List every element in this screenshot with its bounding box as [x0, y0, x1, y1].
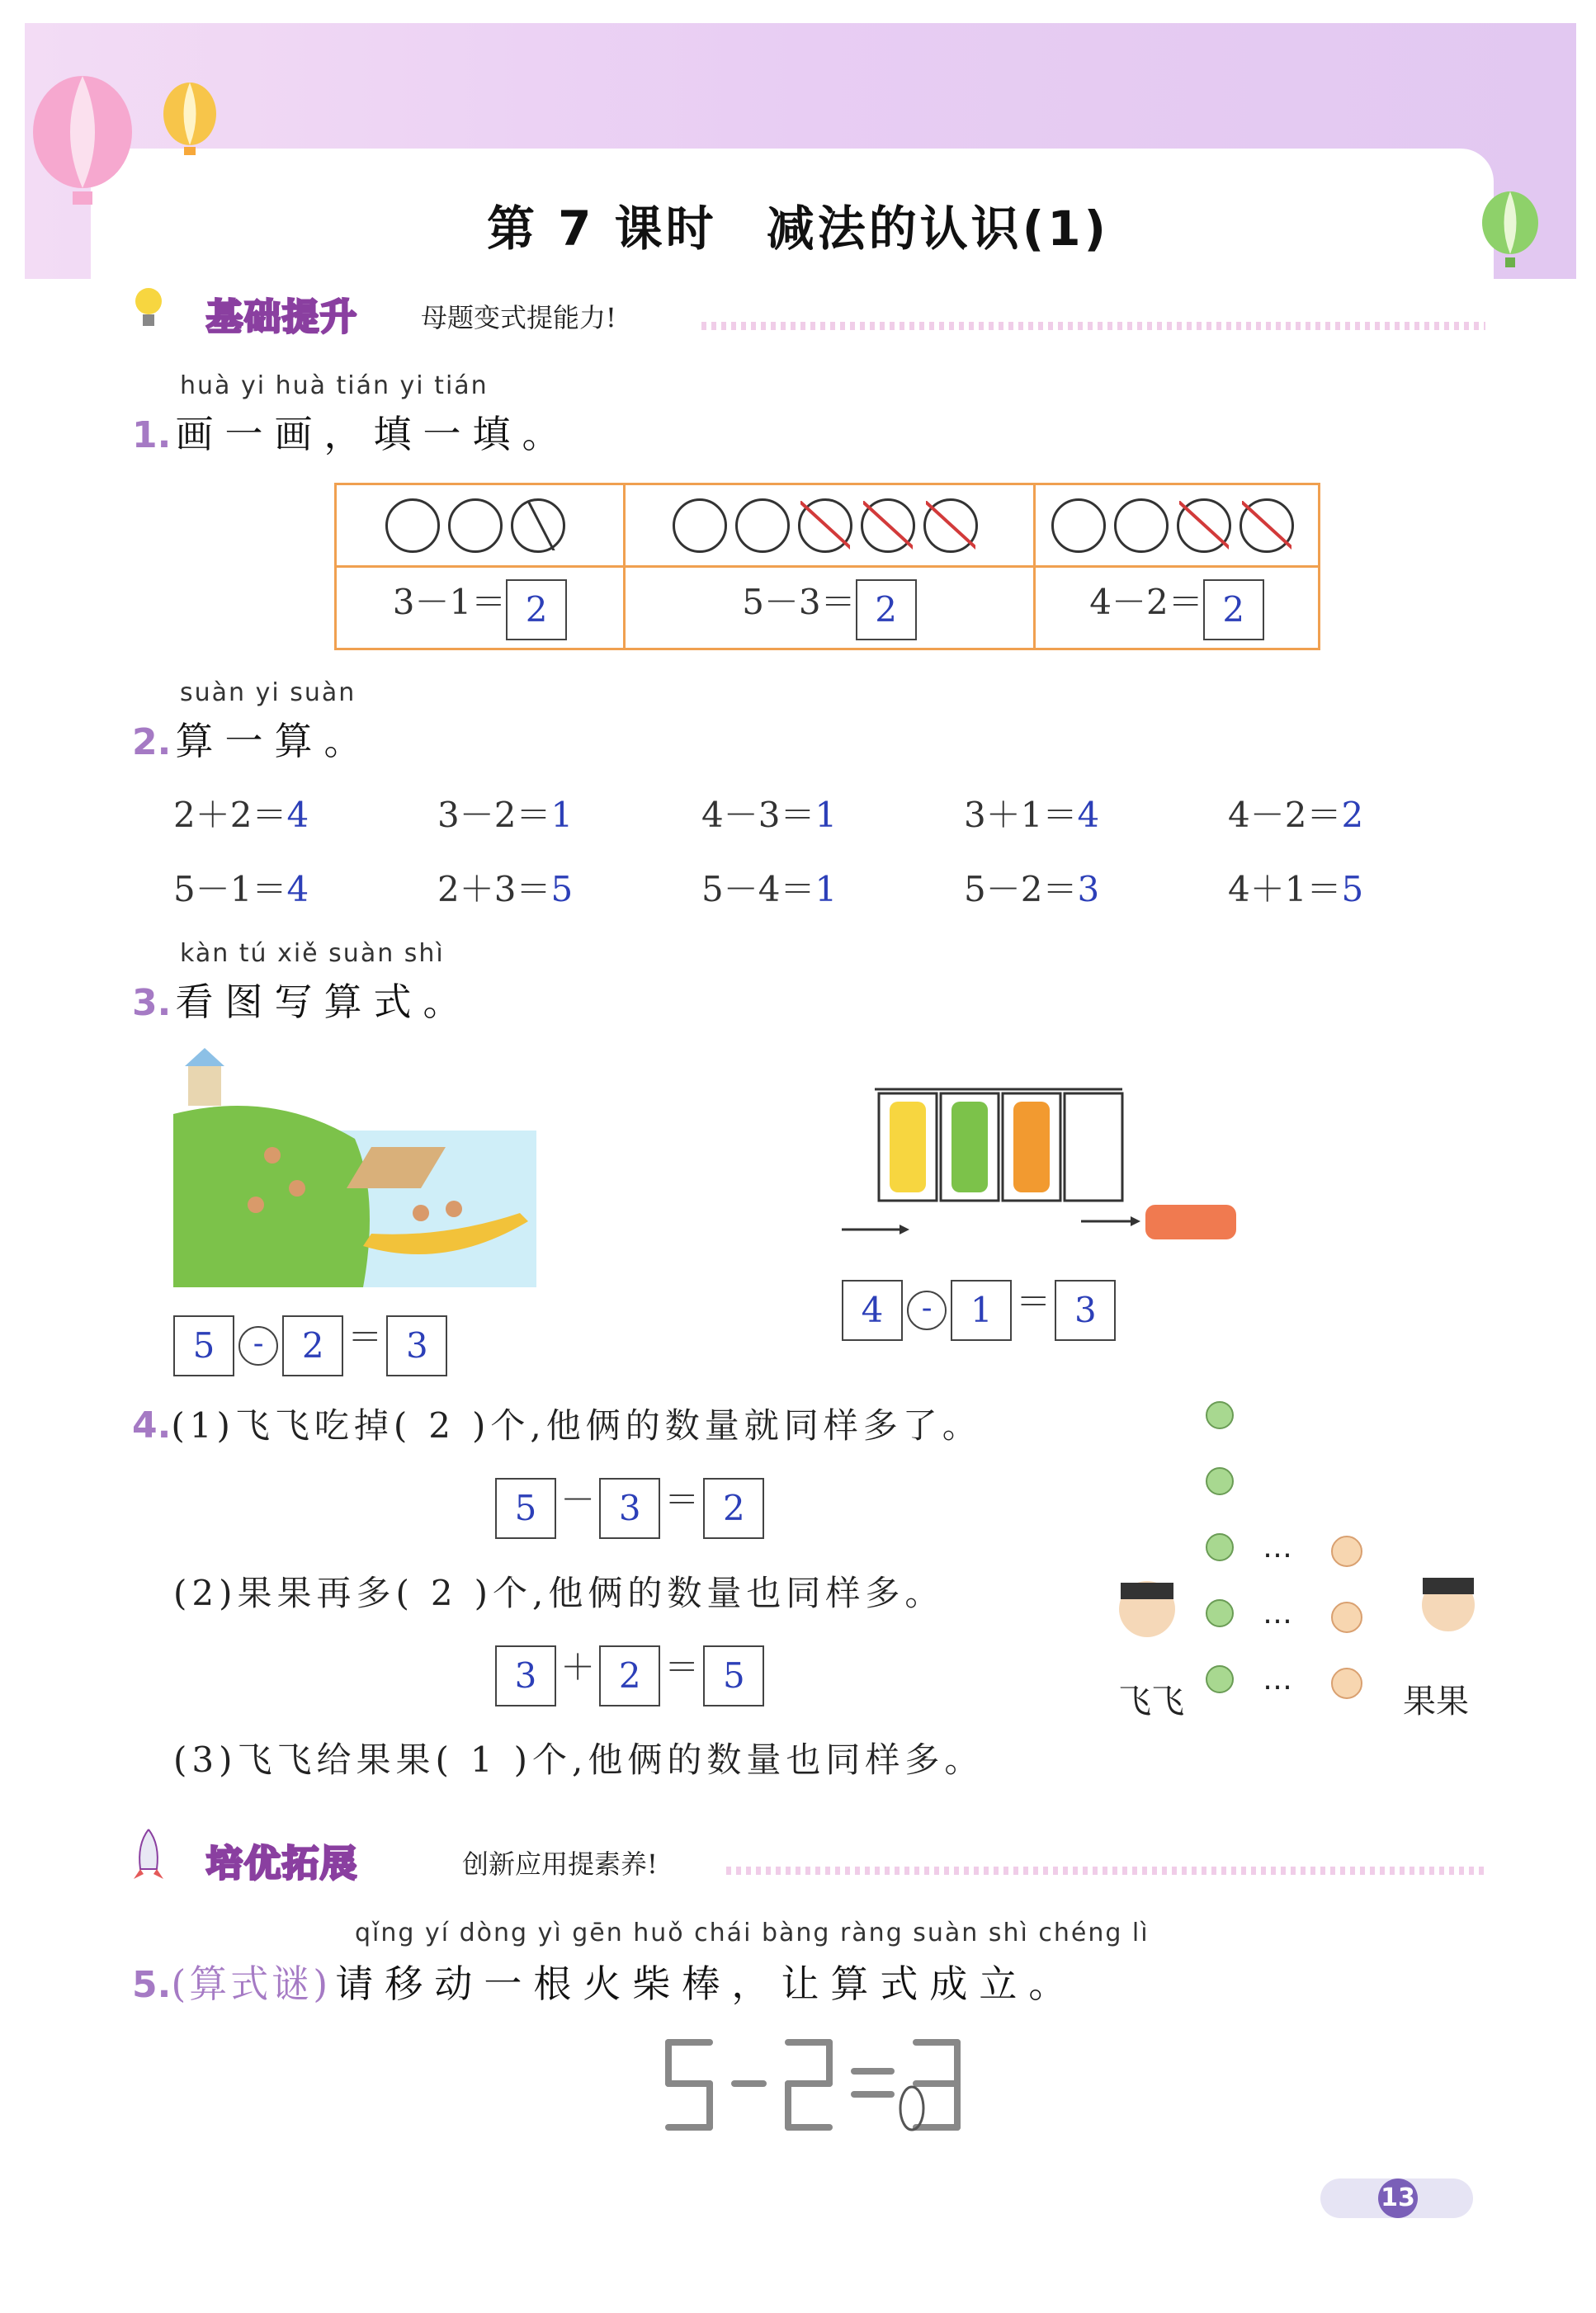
q1-table: [334, 483, 1320, 650]
q1-circles-cell: [336, 484, 625, 567]
section-divider: [701, 322, 1485, 330]
q2-answer[interactable]: 4: [286, 795, 309, 835]
q2-problem: 4－3＝1: [701, 795, 838, 835]
q4-answer-box[interactable]: 2: [599, 1645, 660, 1706]
q4-answer-box[interactable]: 5: [495, 1478, 556, 1539]
q2-heading: [132, 711, 373, 766]
q4-number: 4.: [132, 1404, 172, 1447]
q2-problem: 2＋3＝5: [437, 869, 574, 909]
q4-answer-box[interactable]: 2: [703, 1478, 764, 1539]
q4-answer-box[interactable]: 3: [495, 1645, 556, 1706]
q2-problem: 4－2＝2: [1228, 795, 1364, 835]
matchstick-puzzle[interactable]: [652, 2030, 1015, 2145]
q4-part2: (2)果果再多( 2 )个,他俩的数量也同样多。: [173, 1573, 945, 1613]
name-guoguo: 果果: [1403, 1683, 1469, 1721]
section-title-advanced: 培优拓展: [206, 1843, 358, 1885]
crossed-circle: [861, 498, 915, 553]
operator: ＋: [560, 1647, 596, 1688]
q3-pinyin: kàn tú xiě suàn shì: [180, 939, 445, 968]
q1-number: 1.: [132, 414, 172, 456]
q2-answer[interactable]: 5: [1341, 869, 1364, 909]
q1-expr-cell: [1034, 567, 1319, 649]
q3-right-equation: [842, 1275, 1116, 1341]
q3-number: 3.: [132, 982, 172, 1024]
rabbits-boat-illustration: [173, 1048, 536, 1287]
q2-answer[interactable]: 5: [550, 869, 574, 909]
q1-circles-cell: [624, 484, 1034, 567]
lesson-number: 第 7 课时: [486, 201, 717, 257]
circle: [735, 498, 790, 553]
section-subtitle-basic: 母题变式提能力!: [421, 302, 616, 333]
name-feifei: 飞飞: [1118, 1683, 1184, 1721]
q4-answer[interactable]: 2: [430, 1573, 458, 1613]
q2-problem: 5－1＝4: [173, 869, 309, 909]
q3-answer-box[interactable]: 3: [386, 1315, 447, 1376]
page-number: 13: [1378, 2178, 1418, 2218]
section-subtitle-advanced: 创新应用提素养!: [462, 1848, 658, 1880]
q1-pinyin: huà yi huà tián yi tián: [180, 371, 489, 400]
section-title-basic: 基础提升: [206, 296, 358, 338]
q1-heading: [132, 404, 571, 459]
q1-answer-box[interactable]: 2: [1203, 579, 1264, 640]
crossed-circle: [1239, 498, 1294, 553]
q3-operator-circle[interactable]: -: [238, 1326, 278, 1366]
q3-answer-box[interactable]: 5: [173, 1315, 234, 1376]
q5-heading: [132, 1954, 1078, 2009]
q3-text: 看图写算式。: [175, 979, 473, 1024]
q2-number: 2.: [132, 721, 172, 763]
q1-answer-box[interactable]: 2: [506, 579, 567, 640]
parking-lot-illustration: [833, 1073, 1246, 1254]
q4-answer-box[interactable]: 3: [599, 1478, 660, 1539]
q4-part3: (3)飞飞给果果( 1 )个,他俩的数量也同样多。: [173, 1739, 985, 1780]
crossed-circle: [923, 498, 978, 553]
equals-sign: ＝: [347, 1317, 383, 1357]
q2-problem: 4＋1＝5: [1228, 869, 1364, 909]
q5-number: 5.: [132, 1964, 172, 2006]
equals-sign: ＝: [664, 1647, 700, 1688]
q5-text: 请移动一根火柴棒，让算式成立。: [335, 1961, 1079, 2006]
q2-problem: 3＋1＝4: [964, 795, 1100, 835]
q1-circles-cell: [1034, 484, 1319, 567]
q2-answer[interactable]: 4: [286, 869, 309, 909]
circle: [1114, 498, 1169, 553]
section-divider: [726, 1867, 1485, 1875]
circle: [448, 498, 503, 553]
q2-answer[interactable]: 1: [815, 795, 838, 835]
q4-part1: 4.(1)飞飞吃掉( 2 )个,他俩的数量就同样多了。: [132, 1404, 982, 1447]
circle: [385, 498, 440, 553]
operator: －: [560, 1480, 596, 1520]
q3-answer-box[interactable]: 3: [1055, 1280, 1116, 1341]
q1-answer-box[interactable]: 2: [856, 579, 917, 640]
q3-answer-box[interactable]: 4: [842, 1280, 903, 1341]
q2-answer[interactable]: 1: [815, 869, 838, 909]
q1-expr-cell: [336, 567, 625, 649]
ellipsis: …: [1263, 1597, 1297, 1631]
ellipsis: …: [1263, 1531, 1297, 1565]
q3-answer-box[interactable]: 2: [282, 1315, 343, 1376]
rocket-icon: [132, 1828, 165, 1886]
q5-tag: (算式谜): [171, 1961, 332, 2006]
equals-sign: ＝: [1016, 1282, 1051, 1322]
lightbulb-icon: [132, 285, 165, 334]
q1-expression: 5－3＝: [742, 581, 856, 622]
circle: [673, 498, 727, 553]
q3-answer-box[interactable]: 1: [951, 1280, 1012, 1341]
q2-answer[interactable]: 1: [550, 795, 574, 835]
q2-answer[interactable]: 2: [1341, 795, 1364, 835]
q2-problem: 2＋2＝4: [173, 795, 309, 835]
q4-answer[interactable]: 2: [428, 1405, 456, 1446]
q2-pinyin: suàn yi suàn: [180, 678, 357, 707]
q3-left-equation: [173, 1310, 447, 1376]
q4-part1-equation: [495, 1473, 764, 1539]
crossed-circle: [511, 498, 565, 553]
q1-expr-cell: [624, 567, 1034, 649]
q2-answer[interactable]: 4: [1077, 795, 1100, 835]
crossed-circle: [798, 498, 852, 553]
equals-sign: ＝: [664, 1480, 700, 1520]
q1-text: 画一画，填一填。: [175, 412, 572, 456]
q4-answer[interactable]: 1: [470, 1739, 498, 1780]
q2-problem: 3－2＝1: [437, 795, 574, 835]
circle: [1051, 498, 1106, 553]
page-title: [0, 190, 1596, 259]
q3-heading: [132, 972, 472, 1027]
q2-text: 算一算。: [175, 719, 374, 763]
q2-problem: 5－4＝1: [701, 869, 838, 909]
q4-part2-equation: [495, 1640, 764, 1706]
q5-pinyin: qǐng yí dòng yì gēn huǒ chái bàng ràng suàn shì chéng lì: [355, 1919, 1150, 1947]
crossed-circle: [1177, 498, 1231, 553]
q1-expression: 3－1＝: [392, 581, 507, 622]
q2-problem: 5－2＝3: [964, 869, 1100, 909]
q1-expression: 4－2＝: [1089, 581, 1203, 622]
q4-answer-box[interactable]: 5: [703, 1645, 764, 1706]
lesson-title: 减法的认识(1): [766, 201, 1110, 257]
q3-operator-circle[interactable]: -: [907, 1291, 947, 1330]
ellipsis: …: [1263, 1663, 1297, 1697]
q2-answer[interactable]: 3: [1077, 869, 1100, 909]
